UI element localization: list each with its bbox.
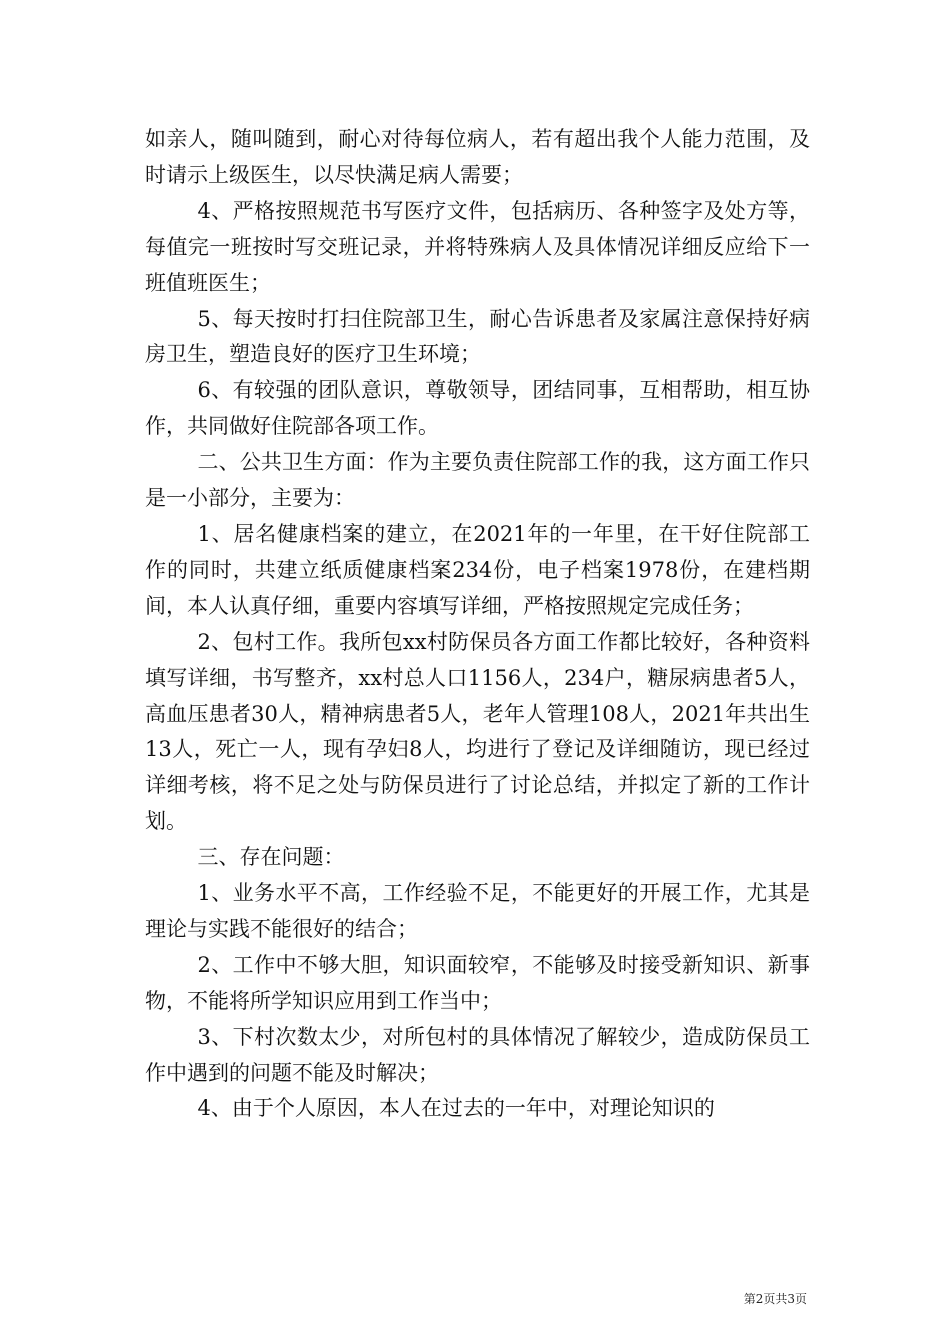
document-body bbox=[145, 122, 810, 1127]
paragraph-problem-2: 2、工作中不够大胆，知识面较窄，不能够及时接受新知识、新事物，不能将所学知识应用到工作当中； bbox=[145, 952, 810, 1013]
paragraph-item-6: 6、有较强的团队意识，尊敬领导，团结同事，互相帮助，相互协作，共同做好住院部各项工作。 bbox=[145, 378, 810, 439]
section-heading-public-health: 二、公共卫生方面：作为主要负责住院部工作的我，这方面工作只是一小部分，主要为： bbox=[145, 450, 810, 511]
paragraph-problem-4: 4、由于个人原因，本人在过去的一年中，对理论知识的 bbox=[197, 1096, 715, 1121]
paragraph-village-work: 2、包村工作。我所包xx村防保员各方面工作都比较好，各种资料填写详细，书写整齐，xx村总人口1156人，234户，糖尿病患者5人，高血压患者30人，精神病患者5人，老年人管理108人，2021年共出生13人，死亡一人，现有孕妇8人，均进行了登记及详细随访，现已经过详细考核，将不足之处与防保员进行了讨论总结，并拟定了新的工作计划。 bbox=[145, 629, 810, 834]
section-heading-problems: 三、存在问题： bbox=[197, 845, 345, 870]
paragraph-continuation: 如亲人，随叫随到，耐心对待每位病人，若有超出我个人能力范围，及时请示上级医生，以尽快满足病人需要； bbox=[145, 127, 810, 187]
paragraph-problem-3: 3、下村次数太少，对所包村的具体情况了解较少，造成防保员工作中遇到的问题不能及时解决； bbox=[145, 1024, 810, 1085]
paragraph-health-records: 1、居名健康档案的建立，在2021年的一年里，在干好住院部工作的同时，共建立纸质健康档案234份，电子档案1978份，在建档期间，本人认真仔细，重要内容填写详细，严格按照规定完成任务； bbox=[145, 521, 810, 618]
page-number-footer: 第2页共3页 bbox=[743, 1292, 807, 1306]
paragraph-item-4: 4、严格按照规范书写医疗文件，包括病历、各种签字及处方等，每值完一班按时写交班记录，并将特殊病人及具体情况详细反应给下一班值班医生； bbox=[145, 198, 810, 295]
paragraph-item-5: 5、每天按时打扫住院部卫生，耐心告诉患者及家属注意保持好病房卫生，塑造良好的医疗卫生环境； bbox=[145, 306, 810, 367]
paragraph-problem-1: 1、业务水平不高，工作经验不足，不能更好的开展工作，尤其是理论与实践不能很好的结合； bbox=[145, 881, 810, 941]
